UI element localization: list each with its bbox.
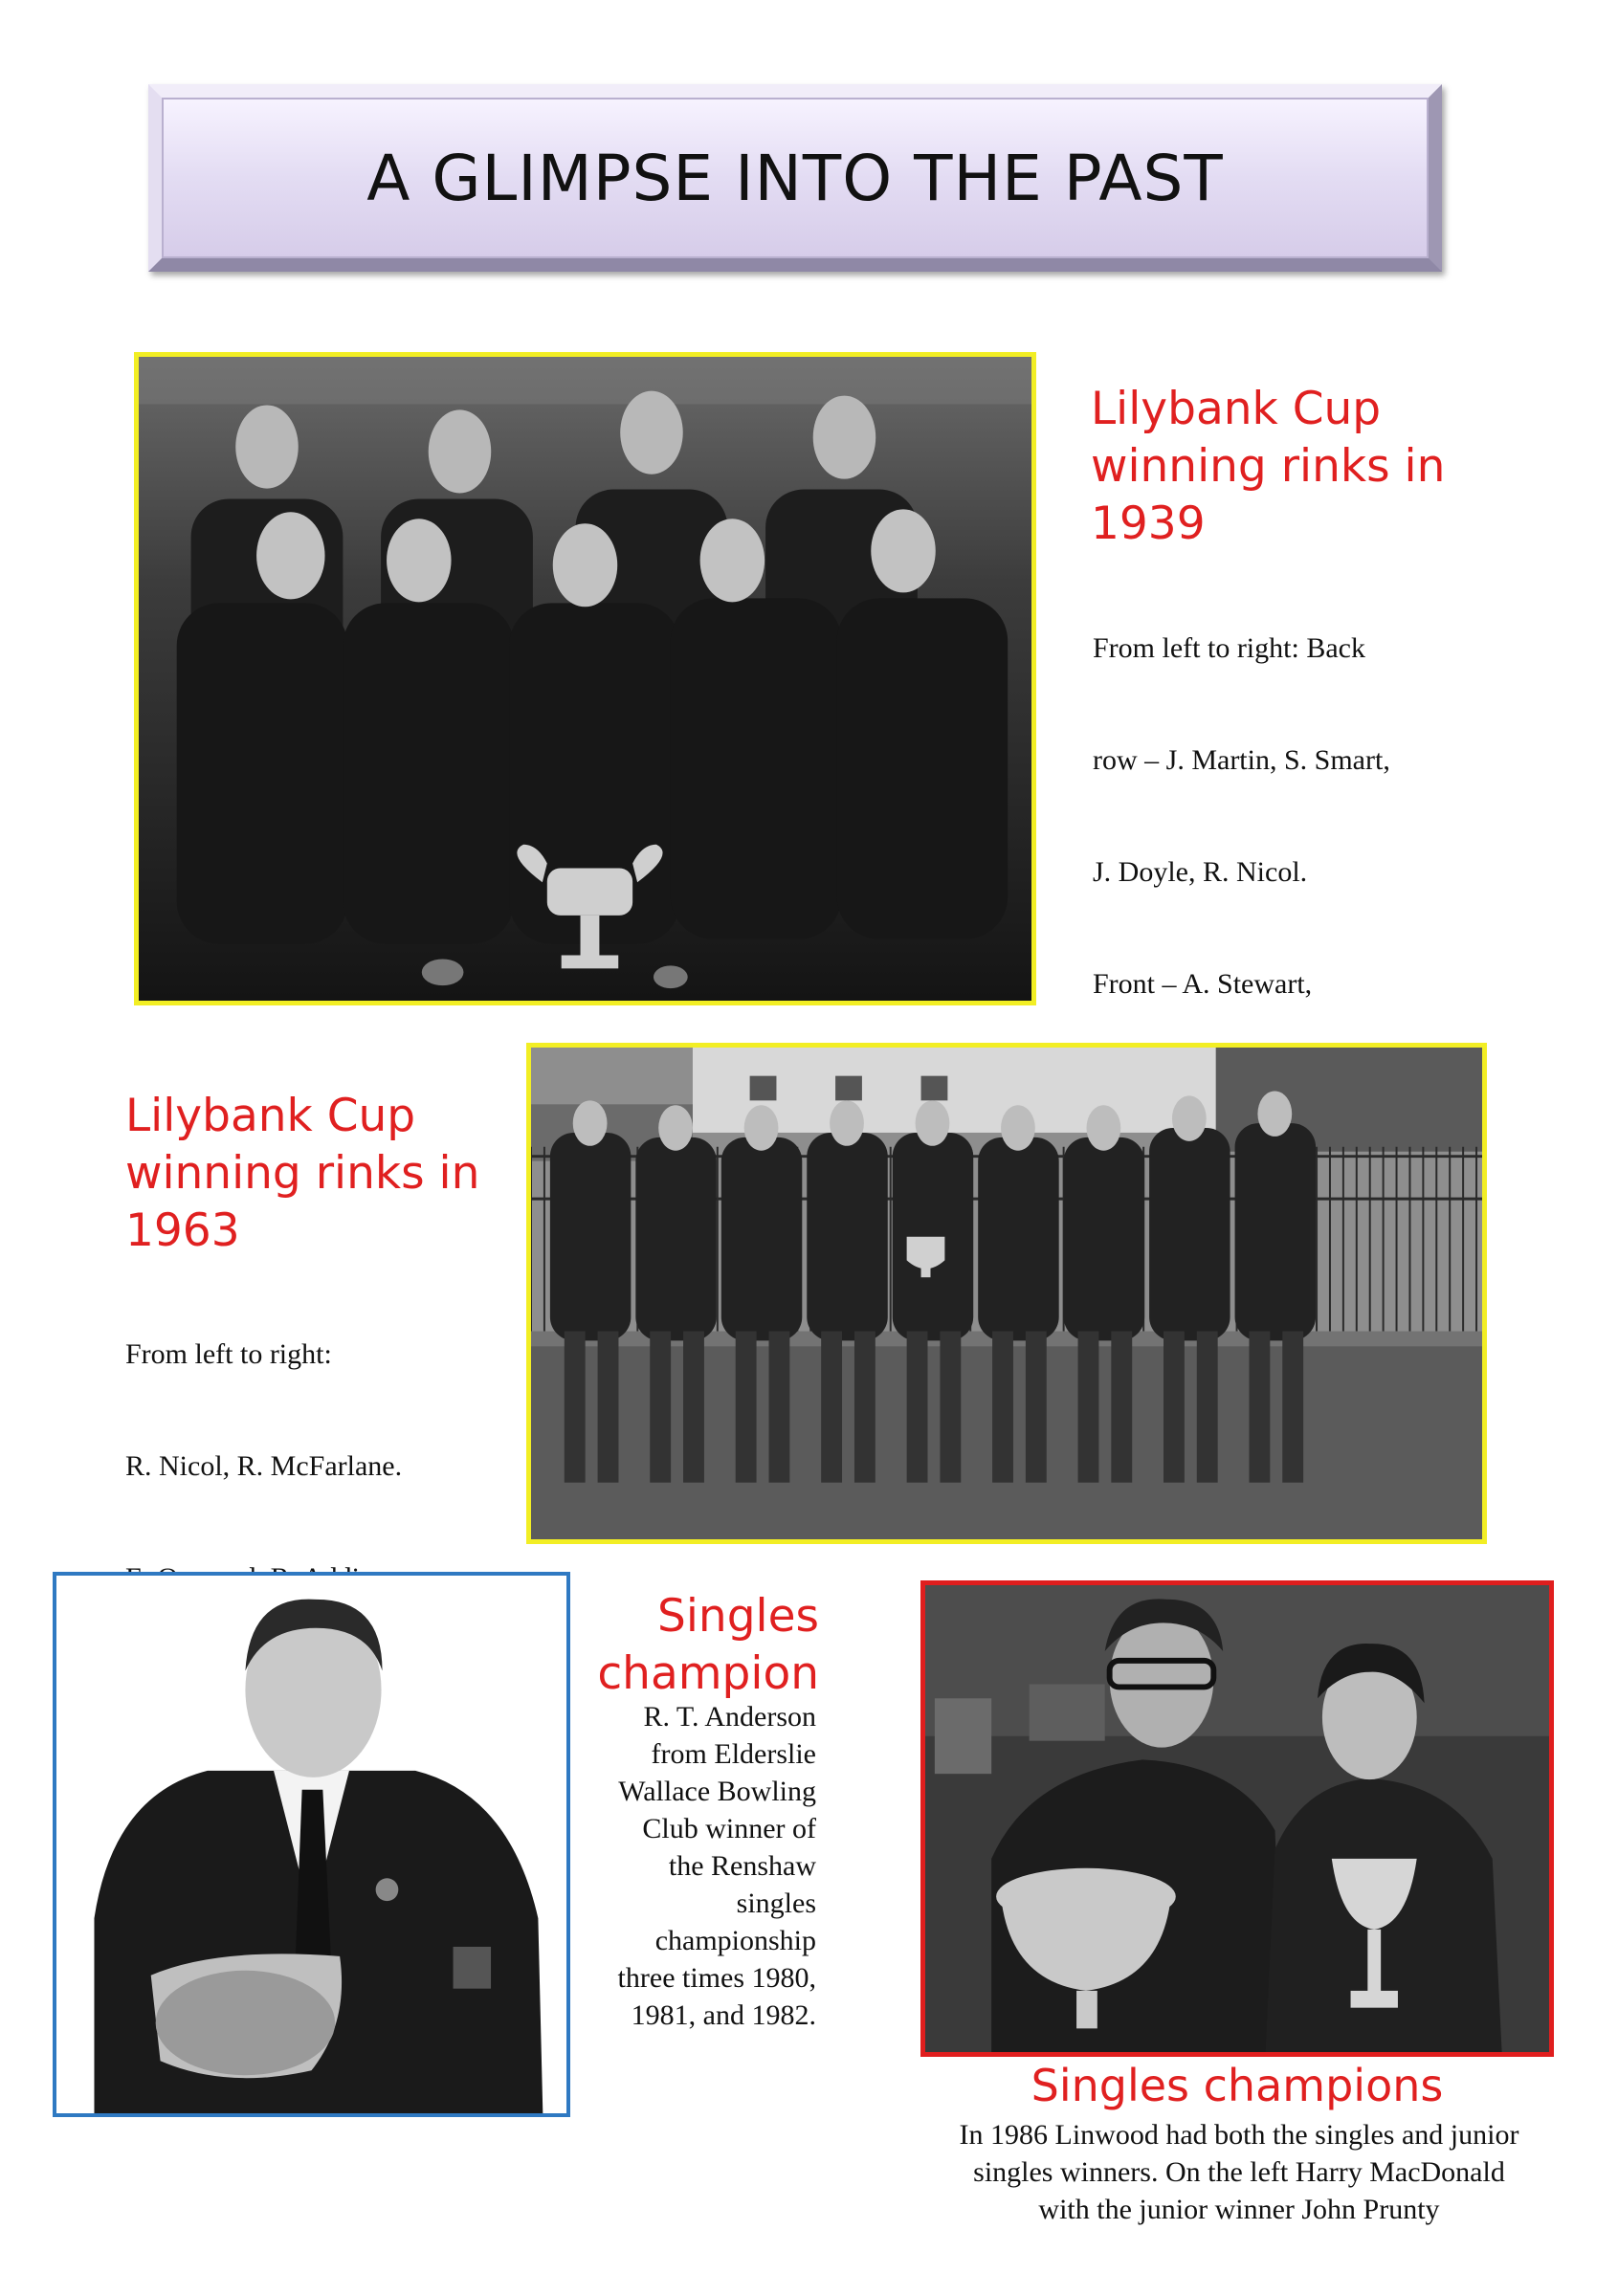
caption-1939-line: row – J. Martin, S. Smart, <box>1093 744 1390 776</box>
caption-singles-champion-line: singles <box>736 1888 816 1919</box>
caption-singles-champion-line: from Elderslie <box>651 1738 816 1770</box>
title-banner <box>148 84 1442 272</box>
photo-1963-image <box>531 1048 1482 1539</box>
caption-1939-line: J. Doyle, R. Nicol. <box>1093 856 1308 888</box>
caption-1939-line: From left to right: Back <box>1093 632 1365 664</box>
caption-singles-champion-line: Wallace Bowling <box>618 1776 816 1807</box>
caption-singles-champions-line: with the junior winner John Prunty <box>1038 2194 1440 2225</box>
heading-1963-line: Lilybank Cup <box>125 1090 416 1142</box>
caption-singles-champion <box>618 1698 816 2034</box>
photo-1963-team <box>526 1043 1487 1544</box>
photo-1986-image <box>925 1585 1549 2052</box>
photo-singles-champion <box>53 1572 570 2117</box>
caption-singles-champion-line: three times 1980, <box>617 1962 816 1994</box>
caption-1939-line: Front – A. Stewart, <box>1093 968 1313 1000</box>
caption-1963-line: From left to right: <box>125 1338 332 1370</box>
caption-singles-champion-line: R. T. Anderson <box>643 1701 816 1733</box>
photo-anderson-image <box>56 1576 566 2113</box>
photo-singles-champions <box>920 1580 1554 2057</box>
heading-singles-champion <box>597 1588 819 1703</box>
caption-singles-champions <box>861 2116 1617 2228</box>
caption-singles-champion-line: 1981, and 1982. <box>631 1999 816 2031</box>
heading-singles-champions-line: Singles champions <box>1031 2060 1444 2111</box>
heading-1939-line: 1939 <box>1091 497 1206 550</box>
heading-singles-champion-line: champion <box>597 1647 819 1700</box>
heading-1963 <box>125 1088 479 1260</box>
photo-1939-team <box>134 352 1036 1005</box>
heading-1939 <box>1091 381 1445 553</box>
heading-1939-line: winning rinks in <box>1091 440 1446 493</box>
caption-1963-line: R. Nicol, R. McFarlane. <box>125 1450 403 1482</box>
photo-1939-image <box>139 357 1031 1001</box>
heading-1963-line: 1963 <box>125 1204 240 1257</box>
page-title: A GLIMPSE INTO THE PAST <box>366 141 1224 215</box>
heading-1963-line: winning rinks in <box>125 1147 480 1200</box>
heading-singles-champions <box>920 2057 1554 2114</box>
caption-singles-champions-line: singles winners. On the left Harry MacDonald <box>973 2156 1505 2188</box>
caption-singles-champions-line: In 1986 Linwood had both the singles and junior <box>959 2119 1519 2151</box>
caption-singles-champion-line: championship <box>654 1925 816 1956</box>
caption-singles-champion-line: Club winner of <box>642 1813 816 1844</box>
caption-singles-champion-line: the Renshaw <box>668 1850 816 1882</box>
heading-singles-champion-line: Singles <box>657 1590 819 1643</box>
heading-1939-line: Lilybank Cup <box>1091 383 1382 435</box>
